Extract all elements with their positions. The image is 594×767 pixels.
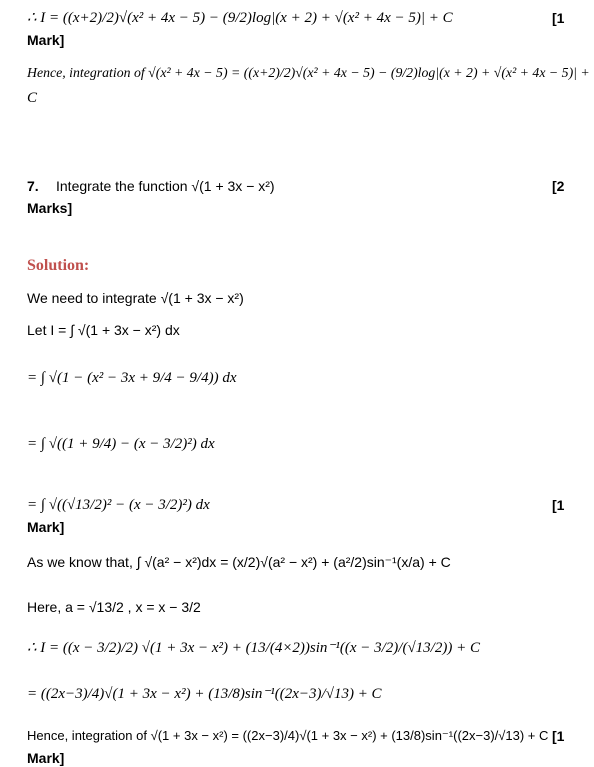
simplified-line: = ((2x−3)/4)√(1 + 3x − x²) + (13/8)sin⁻¹((2x−3)/√13) + C xyxy=(27,686,382,702)
final-mark-close: Mark] xyxy=(27,750,65,766)
solution-heading: Solution: xyxy=(27,257,90,274)
question-number: 7. xyxy=(27,178,39,194)
q6-mark-open: [1 xyxy=(552,10,565,26)
step-mark-open: [1 xyxy=(552,497,565,513)
solution-step-4: = ∫ √((1 + 9/4) − (x − 3/2)²) dx xyxy=(27,436,215,452)
step-mark-close: Mark] xyxy=(27,519,65,535)
substitution-line: Here, a = √13/2 , x = x − 3/2 xyxy=(27,599,201,615)
question-marks-close: Marks] xyxy=(27,200,73,216)
q6-mark-close: Mark] xyxy=(27,32,65,48)
question-marks-open: [2 xyxy=(552,178,565,194)
solution-step-5: = ∫ √((√13/2)² − (x − 3/2)²) dx xyxy=(27,497,210,513)
solution-step-3: = ∫ √(1 − (x² − 3x + 9/4 − 9/4)) dx xyxy=(27,370,237,386)
therefore-line: ∴ I = ((x − 3/2)/2) √(1 + 3x − x²) + (13/(4×2))sin⁻¹((x − 3/2)/(√13/2)) + C xyxy=(27,640,480,656)
question-text: Integrate the function √(1 + 3x − x²) xyxy=(56,178,275,194)
standard-formula: As we know that, ∫ √(a² − x²)dx = (x/2)√(a² − x²) + (a²/2)sin⁻¹(x/a) + C xyxy=(27,554,451,570)
q6-hence-line: Hence, integration of √(x² + 4x − 5) = ((x+2)/2)√(x² + 4x − 5) − (9/2)log|(x + 2) + √(x² + 4x − 5)| + xyxy=(27,66,590,81)
q6-hence-constant: C xyxy=(27,90,38,106)
solution-step-1: We need to integrate √(1 + 3x − x²) xyxy=(27,290,244,306)
final-answer: Hence, integration of √(1 + 3x − x²) = ((2x−3)/4)√(1 + 3x − x²) + (13/8)sin⁻¹((2x−3)/√13) + C xyxy=(27,728,549,743)
final-mark-open: [1 xyxy=(552,728,565,744)
q6-therefore-line: ∴ I = ((x+2)/2)√(x² + 4x − 5) − (9/2)log|(x + 2) + √(x² + 4x − 5)| + C xyxy=(27,10,453,26)
solution-step-2: Let I = ∫ √(1 + 3x − x²) dx xyxy=(27,322,180,338)
